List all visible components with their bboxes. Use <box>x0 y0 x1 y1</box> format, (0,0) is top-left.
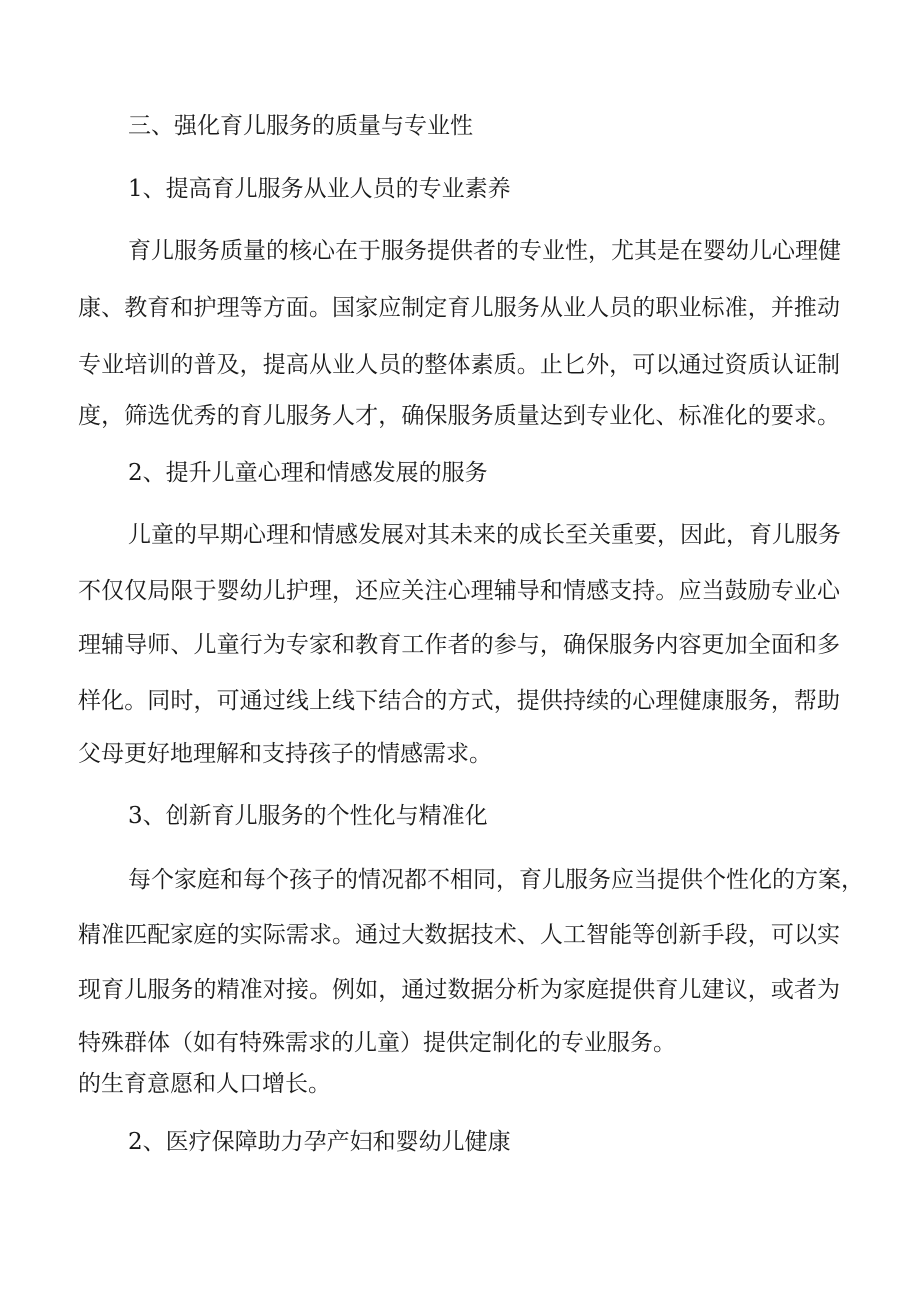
paragraph-line: 特殊群体（如有特殊需求的儿童）提供定制化的专业服务。 <box>78 1030 676 1056</box>
orphan-line: 的生育意愿和人口增长。 <box>78 1071 331 1097</box>
paragraph-line: 不仅仅局限于婴幼儿护理，还应关注心理辅导和情感支持。应当鼓励专业心 <box>78 578 840 604</box>
paragraph-line: 精准匹配家庭的实际需求。通过大数据技术、人工智能等创新手段，可以实 <box>78 922 840 948</box>
paragraph-line: 每个家庭和每个孩子的情况都不相同，育儿服务应当提供个性化的方案， <box>128 867 864 893</box>
item4-heading: 2、医疗保障助力孕产妇和婴幼儿健康 <box>128 1129 511 1155</box>
item1-heading: 1、提高育儿服务从业人员的专业素养 <box>128 176 511 202</box>
paragraph-line: 育儿服务质量的核心在于服务提供者的专业性，尤其是在婴幼儿心理健 <box>128 238 841 264</box>
paragraph-line: 理辅导师、儿童行为专家和教育工作者的参与，确保服务内容更加全面和多 <box>78 632 840 658</box>
paragraph-line: 度，筛选优秀的育儿服务人才，确保服务质量达到专业化、标准化的要求。 <box>78 403 840 429</box>
paragraph-line: 样化。同时，可通过线上线下结合的方式，提供持续的心理健康服务，帮助 <box>78 688 840 714</box>
paragraph-line: 现育儿服务的精准对接。例如，通过数据分析为家庭提供育儿建议，或者为 <box>78 977 840 1003</box>
section-heading: 三、强化育儿服务的质量与专业性 <box>128 113 473 139</box>
paragraph-line: 专业培训的普及，提高从业人员的整体素质。止匕外，可以通过资质认证制 <box>78 352 840 378</box>
paragraph-line: 父母更好地理解和支持孩子的情感需求。 <box>78 741 492 767</box>
paragraph-line: 儿童的早期心理和情感发展对其未来的成长至关重要，因此，育儿服务 <box>128 522 841 548</box>
paragraph-line: 康、教育和护理等方面。国家应制定育儿服务从业人员的职业标准，并推动 <box>78 295 840 321</box>
item2-heading: 2、提升儿童心理和情感发展的服务 <box>128 460 488 486</box>
item3-heading: 3、创新育儿服务的个性化与精准化 <box>128 803 488 829</box>
